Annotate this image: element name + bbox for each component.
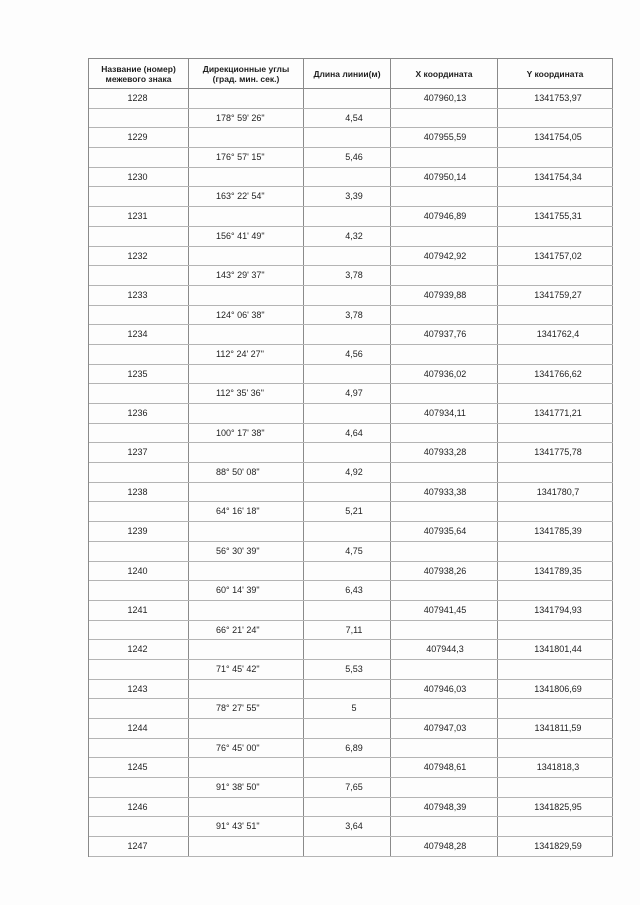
empty-cell [189,325,304,344]
empty-cell [89,581,189,600]
empty-cell [304,365,391,384]
boundary-point-row [89,837,613,857]
boundary-point-row [89,640,613,660]
point-name-cell: 1239 [89,522,189,541]
boundary-point-row [89,483,613,503]
segment-row [89,778,613,798]
header-line-length [304,59,391,88]
direction-angle-cell: 112° 24' 27" [189,345,304,364]
boundary-point-row [89,325,613,345]
y-coordinate-cell: 1341775,78 [498,443,613,462]
line-length-cell: 3,78 [304,306,391,325]
boundary-point-row [89,522,613,542]
y-coordinate-cell: 1341785,39 [498,522,613,541]
line-length-cell: 6,89 [304,739,391,758]
direction-angle-cell: 88° 50' 08" [189,463,304,482]
empty-cell [89,502,189,521]
empty-cell [498,621,613,640]
empty-cell [498,148,613,167]
point-name-cell: 1245 [89,758,189,777]
header-line-length-text: Длина линии(м) [313,68,381,79]
empty-cell [391,424,498,443]
line-length-cell: 4,32 [304,227,391,246]
empty-cell [304,325,391,344]
empty-cell [391,227,498,246]
boundary-point-row [89,601,613,621]
empty-cell [89,621,189,640]
y-coordinate-cell: 1341789,35 [498,562,613,581]
x-coordinate-cell: 407948,28 [391,837,498,856]
empty-cell [189,483,304,502]
empty-cell [498,699,613,718]
header-y-coordinate [498,59,613,88]
empty-cell [498,266,613,285]
line-length-cell: 4,97 [304,384,391,403]
empty-cell [89,424,189,443]
direction-angle-cell: 100° 17' 38" [189,424,304,443]
empty-cell [391,345,498,364]
line-length-cell: 5,46 [304,148,391,167]
direction-angle-cell: 71° 45' 42" [189,660,304,679]
segment-row [89,621,613,641]
y-coordinate-cell: 1341818,3 [498,758,613,777]
x-coordinate-cell: 407942,92 [391,247,498,266]
boundary-point-row [89,719,613,739]
direction-angle-cell: 64° 16' 18" [189,502,304,521]
y-coordinate-cell: 1341753,97 [498,89,613,108]
line-length-cell: 3,64 [304,817,391,836]
point-name-cell: 1234 [89,325,189,344]
direction-angle-cell: 91° 43' 51" [189,817,304,836]
boundary-point-row [89,758,613,778]
header-direction-angle [189,59,304,88]
empty-cell [391,463,498,482]
line-length-cell: 4,54 [304,109,391,128]
direction-angle-cell: 124° 06' 38" [189,306,304,325]
y-coordinate-cell: 1341811,59 [498,719,613,738]
boundary-point-row [89,247,613,267]
empty-cell [189,443,304,462]
point-name-cell: 1243 [89,680,189,699]
boundary-point-row [89,128,613,148]
boundary-point-row [89,89,613,109]
empty-cell [189,837,304,856]
x-coordinate-cell: 407960,13 [391,89,498,108]
header-direction-angle-line1: Дирекционные углы [202,63,290,74]
empty-cell [189,640,304,659]
header-point-name-line2: межевого знака [105,73,172,84]
x-coordinate-cell: 407944,3 [391,640,498,659]
empty-cell [498,345,613,364]
empty-cell [391,384,498,403]
empty-cell [498,817,613,836]
empty-cell [89,109,189,128]
empty-cell [89,463,189,482]
empty-cell [498,424,613,443]
point-name-cell: 1238 [89,483,189,502]
y-coordinate-cell: 1341757,02 [498,247,613,266]
header-direction-angle-line2: (град. мин. сек.) [212,73,280,84]
y-coordinate-cell: 1341754,34 [498,168,613,187]
empty-cell [89,384,189,403]
segment-row [89,148,613,168]
line-length-cell: 3,78 [304,266,391,285]
empty-cell [391,621,498,640]
line-length-cell: 4,75 [304,542,391,561]
point-name-cell: 1244 [89,719,189,738]
empty-cell [391,660,498,679]
table-body [89,89,613,857]
empty-cell [189,247,304,266]
x-coordinate-cell: 407948,39 [391,798,498,817]
point-name-cell: 1232 [89,247,189,266]
empty-cell [304,89,391,108]
empty-cell [189,128,304,147]
line-length-cell: 5 [304,699,391,718]
direction-angle-cell: 163° 22' 54" [189,187,304,206]
empty-cell [189,562,304,581]
empty-cell [89,542,189,561]
segment-row [89,109,613,129]
y-coordinate-cell: 1341755,31 [498,207,613,226]
empty-cell [498,463,613,482]
x-coordinate-cell: 407937,76 [391,325,498,344]
line-length-cell: 7,11 [304,621,391,640]
header-x-coordinate [391,59,498,88]
empty-cell [391,739,498,758]
empty-cell [304,128,391,147]
header-point-name-line1: Название (номер) [101,63,176,74]
empty-cell [89,817,189,836]
x-coordinate-cell: 407939,88 [391,286,498,305]
empty-cell [89,266,189,285]
y-coordinate-cell: 1341829,59 [498,837,613,856]
x-coordinate-cell: 407934,11 [391,404,498,423]
direction-angle-cell: 60° 14' 39" [189,581,304,600]
point-name-cell: 1237 [89,443,189,462]
empty-cell [189,168,304,187]
line-length-cell: 4,92 [304,463,391,482]
line-length-cell: 3,39 [304,187,391,206]
empty-cell [498,502,613,521]
boundary-point-row [89,443,613,463]
empty-cell [304,719,391,738]
boundary-point-row [89,404,613,424]
segment-row [89,581,613,601]
empty-cell [391,542,498,561]
segment-row [89,424,613,444]
point-name-cell: 1247 [89,837,189,856]
empty-cell [391,502,498,521]
empty-cell [89,148,189,167]
direction-angle-cell: 178° 59' 26" [189,109,304,128]
empty-cell [304,798,391,817]
y-coordinate-cell: 1341759,27 [498,286,613,305]
empty-cell [304,601,391,620]
empty-cell [189,798,304,817]
boundary-point-row [89,286,613,306]
line-length-cell: 7,65 [304,778,391,797]
segment-row [89,384,613,404]
direction-angle-cell: 91° 38' 50" [189,778,304,797]
x-coordinate-cell: 407948,61 [391,758,498,777]
header-y-coordinate-text: Y координата [526,68,584,79]
empty-cell [304,522,391,541]
point-name-cell: 1235 [89,365,189,384]
point-name-cell: 1228 [89,89,189,108]
empty-cell [304,640,391,659]
point-name-cell: 1246 [89,798,189,817]
empty-cell [304,837,391,856]
empty-cell [391,148,498,167]
empty-cell [89,227,189,246]
empty-cell [189,365,304,384]
empty-cell [391,778,498,797]
empty-cell [304,404,391,423]
y-coordinate-cell: 1341806,69 [498,680,613,699]
x-coordinate-cell: 407946,89 [391,207,498,226]
segment-row [89,266,613,286]
direction-angle-cell: 156° 41' 49" [189,227,304,246]
point-name-cell: 1242 [89,640,189,659]
empty-cell [89,345,189,364]
boundary-point-row [89,168,613,188]
empty-cell [498,778,613,797]
x-coordinate-cell: 407933,38 [391,483,498,502]
empty-cell [304,483,391,502]
x-coordinate-cell: 407936,02 [391,365,498,384]
empty-cell [304,286,391,305]
empty-cell [391,581,498,600]
point-name-cell: 1241 [89,601,189,620]
empty-cell [89,699,189,718]
empty-cell [498,227,613,246]
boundary-point-row [89,207,613,227]
segment-row [89,542,613,562]
point-name-cell: 1240 [89,562,189,581]
line-length-cell: 6,43 [304,581,391,600]
direction-angle-cell: 56° 30' 39" [189,542,304,561]
point-name-cell: 1231 [89,207,189,226]
empty-cell [498,542,613,561]
empty-cell [189,404,304,423]
x-coordinate-cell: 407950,14 [391,168,498,187]
y-coordinate-cell: 1341825,95 [498,798,613,817]
segment-row [89,502,613,522]
empty-cell [89,778,189,797]
segment-row [89,187,613,207]
empty-cell [304,758,391,777]
segment-row [89,345,613,365]
y-coordinate-cell: 1341766,62 [498,365,613,384]
table-header-row [89,59,613,89]
y-coordinate-cell: 1341762,4 [498,325,613,344]
point-name-cell: 1229 [89,128,189,147]
y-coordinate-cell: 1341794,93 [498,601,613,620]
empty-cell [89,660,189,679]
point-name-cell: 1230 [89,168,189,187]
empty-cell [189,601,304,620]
boundary-point-row [89,680,613,700]
direction-angle-cell: 78° 27' 55" [189,699,304,718]
header-x-coordinate-text: X координата [415,68,473,79]
y-coordinate-cell: 1341780,7 [498,483,613,502]
line-length-cell: 5,21 [304,502,391,521]
line-length-cell: 4,56 [304,345,391,364]
empty-cell [498,384,613,403]
segment-row [89,227,613,247]
empty-cell [189,286,304,305]
segment-row [89,306,613,326]
boundary-point-row [89,365,613,385]
segment-row [89,739,613,759]
empty-cell [498,660,613,679]
x-coordinate-cell: 407938,26 [391,562,498,581]
empty-cell [391,187,498,206]
boundary-point-row [89,798,613,818]
direction-angle-cell: 66° 21' 24" [189,621,304,640]
empty-cell [89,187,189,206]
boundary-coordinates-table [88,58,613,857]
empty-cell [304,168,391,187]
empty-cell [304,443,391,462]
empty-cell [189,719,304,738]
direction-angle-cell: 112° 35' 36" [189,384,304,403]
line-length-cell: 4,64 [304,424,391,443]
empty-cell [391,817,498,836]
empty-cell [189,758,304,777]
y-coordinate-cell: 1341801,44 [498,640,613,659]
x-coordinate-cell: 407947,03 [391,719,498,738]
empty-cell [498,306,613,325]
segment-row [89,660,613,680]
empty-cell [391,266,498,285]
empty-cell [189,522,304,541]
x-coordinate-cell: 407935,64 [391,522,498,541]
segment-row [89,699,613,719]
direction-angle-cell: 143° 29' 37" [189,266,304,285]
empty-cell [391,699,498,718]
y-coordinate-cell: 1341771,21 [498,404,613,423]
empty-cell [498,739,613,758]
x-coordinate-cell: 407955,59 [391,128,498,147]
direction-angle-cell: 76° 45' 00" [189,739,304,758]
empty-cell [391,109,498,128]
empty-cell [304,680,391,699]
x-coordinate-cell: 407946,03 [391,680,498,699]
y-coordinate-cell: 1341754,05 [498,128,613,147]
empty-cell [304,247,391,266]
boundary-point-row [89,562,613,582]
header-point-name [89,59,189,88]
empty-cell [498,581,613,600]
x-coordinate-cell: 407933,28 [391,443,498,462]
empty-cell [304,207,391,226]
segment-row [89,463,613,483]
empty-cell [391,306,498,325]
empty-cell [189,207,304,226]
empty-cell [89,306,189,325]
empty-cell [89,739,189,758]
empty-cell [498,187,613,206]
x-coordinate-cell: 407941,45 [391,601,498,620]
line-length-cell: 5,53 [304,660,391,679]
empty-cell [189,89,304,108]
empty-cell [304,562,391,581]
point-name-cell: 1233 [89,286,189,305]
point-name-cell: 1236 [89,404,189,423]
direction-angle-cell: 176° 57' 15" [189,148,304,167]
empty-cell [189,680,304,699]
segment-row [89,817,613,837]
empty-cell [498,109,613,128]
